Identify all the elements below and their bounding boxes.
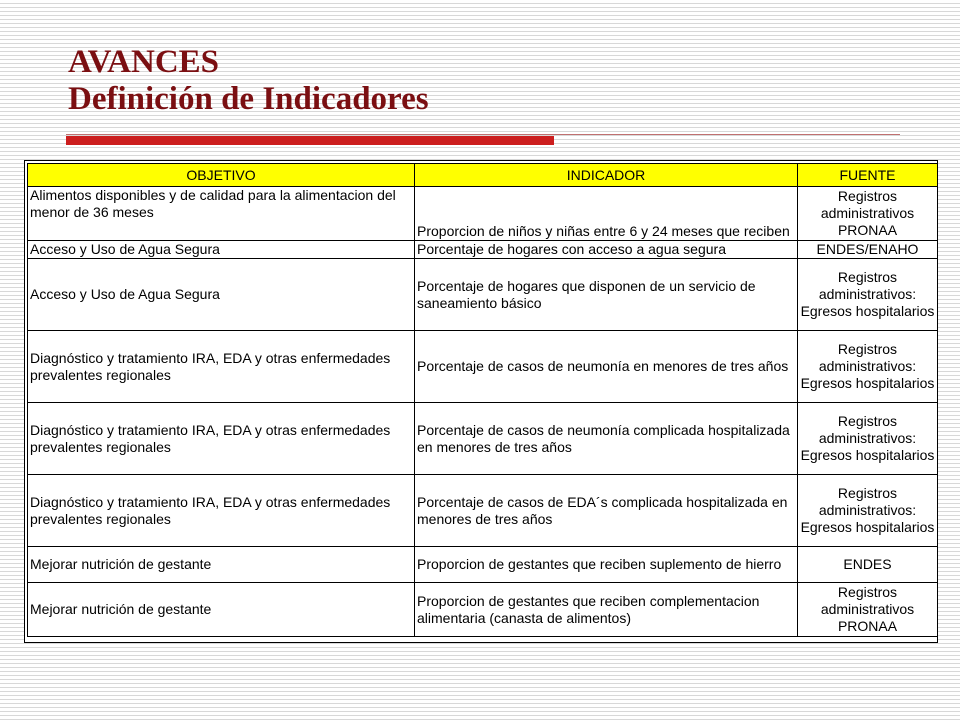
indicators-table-frame <box>24 160 938 643</box>
table-row <box>28 475 938 547</box>
table-row <box>28 583 938 637</box>
indicators-table <box>27 163 938 637</box>
cell-objetivo: Diagnóstico y tratamiento IRA, EDA y otras enfermedades prevalentes regionales <box>28 403 415 475</box>
cell-fuente: Registros administrativos PRONAA <box>798 187 938 241</box>
title-divider-accent <box>66 136 554 145</box>
table-row <box>28 403 938 475</box>
cell-indicador: Porcentaje de casos de EDA´s complicada hospitalizada en menores de tres años <box>415 475 798 547</box>
header-indicador: INDICADOR <box>415 164 798 187</box>
table-row <box>28 241 938 259</box>
cell-indicador: Porcentaje de hogares con acceso a agua segura <box>415 241 798 259</box>
cell-indicador: Porcentaje de casos de neumonía en menores de tres años <box>415 331 798 403</box>
cell-fuente: ENDES <box>798 547 938 583</box>
cell-fuente: Registros administrativos: Egresos hospitalarios <box>798 259 938 331</box>
table-row <box>28 187 938 241</box>
cell-objetivo: Diagnóstico y tratamiento IRA, EDA y otras enfermedades prevalentes regionales <box>28 331 415 403</box>
table-row <box>28 331 938 403</box>
title-line-definicion: Definición de Indicadores <box>68 81 429 117</box>
title-divider-thin <box>66 134 900 135</box>
cell-objetivo: Acceso y Uso de Agua Segura <box>28 259 415 331</box>
table-header-row <box>28 164 938 187</box>
header-objetivo: OBJETIVO <box>28 164 415 187</box>
cell-objetivo: Diagnóstico y tratamiento IRA, EDA y otras enfermedades prevalentes regionales <box>28 475 415 547</box>
cell-fuente: Registros administrativos: Egresos hospitalarios <box>798 403 938 475</box>
cell-objetivo: Alimentos disponibles y de calidad para la alimentacion del menor de 36 meses <box>28 187 415 241</box>
cell-indicador: Proporcion de gestantes que reciben complementacion alimentaria (canasta de alimentos) <box>415 583 798 637</box>
cell-indicador: Porcentaje de hogares que disponen de un servicio de saneamiento básico <box>415 259 798 331</box>
cell-objetivo: Mejorar nutrición de gestante <box>28 583 415 637</box>
table-row <box>28 259 938 331</box>
cell-indicador: Proporcion de niños y niñas entre 6 y 24 meses que reciben <box>415 187 798 241</box>
cell-fuente: Registros administrativos: Egresos hospitalarios <box>798 475 938 547</box>
slide-title <box>68 44 429 118</box>
cell-fuente: ENDES/ENAHO <box>798 241 938 259</box>
cell-indicador: Porcentaje de casos de neumonía complicada hospitalizada en menores de tres años <box>415 403 798 475</box>
title-line-avances: AVANCES <box>68 44 220 80</box>
header-fuente: FUENTE <box>798 164 938 187</box>
cell-fuente: Registros administrativos PRONAA <box>798 583 938 637</box>
table-row <box>28 547 938 583</box>
cell-fuente: Registros administrativos: Egresos hospitalarios <box>798 331 938 403</box>
cell-objetivo: Mejorar nutrición de gestante <box>28 547 415 583</box>
cell-objetivo: Acceso y Uso de Agua Segura <box>28 241 415 259</box>
cell-indicador: Proporcion de gestantes que reciben suplemento de hierro <box>415 547 798 583</box>
